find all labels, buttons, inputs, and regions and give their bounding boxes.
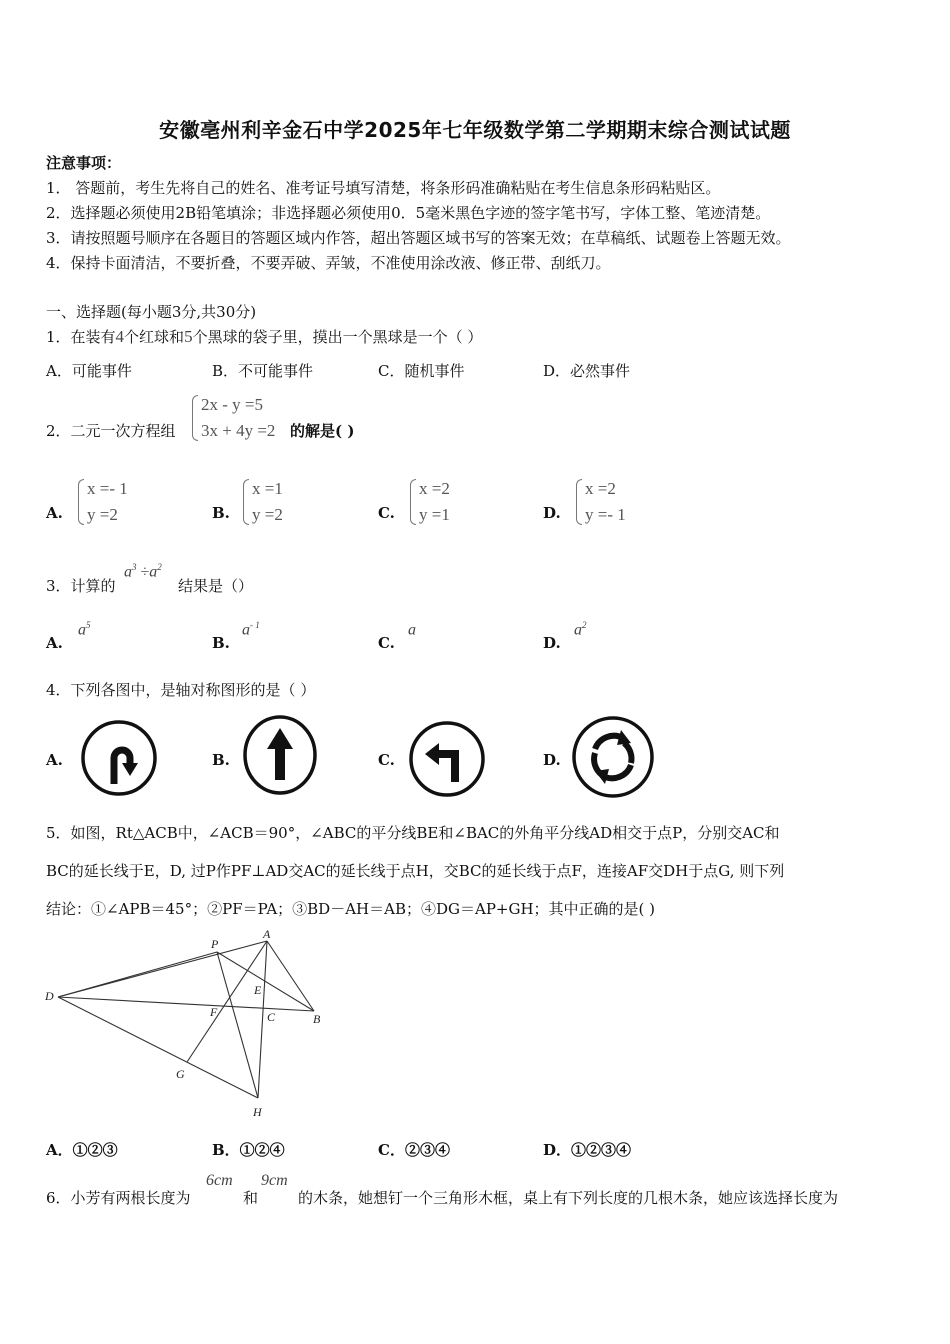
q2-eq1: 2x - y =5 (201, 395, 263, 414)
q3-pre: 3．计算的 (46, 577, 116, 595)
roundabout-sign-icon (571, 713, 655, 801)
left-turn-sign-icon (407, 718, 487, 800)
q1-number-red: 4 (115, 327, 125, 346)
note-item-2: 2．选择题必须使用2B铅笔填涂；非选择题必须使用0．5毫米黑色字迹的签字笔书写，字体工整、笔迹清楚。 (46, 204, 771, 222)
section-heading: 一、选择题(每小题3分,共30分) (46, 303, 257, 321)
q4-letter-d: D. (543, 751, 561, 769)
q4-letter-b: B. (212, 751, 230, 769)
q2-letter-b: B. (212, 504, 230, 522)
q3-letter-a: A. (46, 634, 63, 652)
q3-expr-b: a (149, 563, 158, 581)
q6-post: 的木条，她想钉一个三角形木框，桌上有下列长度的几根木条，她应该选择长度为 (298, 1189, 839, 1207)
q2-letter-a: A. (46, 504, 63, 522)
q2-pre: 2．二元一次方程组 (46, 422, 176, 440)
q3-expr-exp2: 2 (157, 562, 162, 572)
q2-b-y: y =2 (252, 505, 283, 524)
q2-letter-c: C. (378, 504, 395, 522)
geometry-figure (40, 928, 340, 1124)
q1-mid: 个红球和 (124, 328, 185, 346)
q2-letter-d: D. (543, 504, 561, 522)
q1-post: 个黑球的袋子里，摸出一个黑球是一个（ ） (192, 328, 483, 346)
q3-c-base: a (408, 621, 416, 639)
label-f: F (210, 1005, 218, 1019)
q2-option-a (78, 476, 128, 528)
q6-mid: 和 (243, 1189, 259, 1207)
q2-a-x: x =- 1 (87, 479, 128, 498)
q5-option-c: C．②③④ (378, 1141, 450, 1159)
q3-d-exp: 2 (582, 620, 587, 630)
label-b: B (313, 1012, 321, 1026)
label-e: E (254, 983, 262, 997)
u-turn-sign-icon (80, 718, 160, 800)
note-item-4: 4．保持卡面清洁，不要折叠，不要弄破、弄皱，不准使用涂改液、修正带、刮纸刀。 (46, 254, 611, 272)
q2-c-x: x =2 (419, 479, 450, 498)
q1-option-d: D．必然事件 (543, 362, 631, 380)
q4-letter-a: A. (46, 751, 63, 769)
label-p: P (211, 937, 219, 951)
q3-a-exp: 5 (86, 620, 91, 630)
q1-option-a: A．可能事件 (46, 362, 132, 380)
q2-b-x: x =1 (252, 479, 283, 498)
q5-line-3: 结论：①∠APB＝45°；②PF＝PA；③BD－AH＝AB；④DG＝AP+GH；其中正确的是( ) (46, 900, 656, 918)
q4-letter-c: C. (378, 751, 395, 769)
q1-option-b: B．不可能事件 (212, 362, 314, 380)
q2-equation-system (192, 392, 275, 444)
q2-option-b (243, 476, 283, 528)
q5-option-d: D．①②③④ (543, 1141, 632, 1159)
q3-a-base: a (78, 621, 86, 639)
q3-expr-div: ÷ (140, 563, 150, 581)
label-d: D (45, 989, 54, 1003)
q3-letter-c: C. (378, 634, 395, 652)
q5-option-a: A．①②③ (46, 1141, 118, 1159)
q5-line-1: 5．如图，Rt△ACB中，∠ACB＝90°，∠ABC的平分线BE和∠BAC的外角平分线AD相交于点P，分别交AC和 (46, 824, 780, 842)
q2-a-y: y =2 (87, 505, 118, 524)
note-item-1: 1． 答题前，考生先将自己的姓名、准考证号填写清楚，将条形码准确粘贴在考生信息条形码粘贴区。 (46, 179, 721, 197)
q2-post: 的解是( ) (290, 422, 355, 440)
q2-d-x: x =2 (585, 479, 616, 498)
note-item-3: 3．请按照题号顺序在各题目的答题区域内作答，超出答题区域书写的答案无效；在草稿纸、试题卷上答题无效。 (46, 229, 791, 247)
label-c: C (267, 1010, 276, 1024)
q3-b-exp: - 1 (250, 620, 260, 630)
label-g: G (176, 1067, 185, 1081)
question-1-stem (46, 326, 482, 347)
q3-post: 结果是（） (178, 577, 254, 595)
up-arrow-sign-icon (242, 714, 320, 798)
q2-eq2: 3x + 4y =2 (201, 421, 276, 440)
q3-option-b (242, 620, 260, 639)
q2-option-d (576, 476, 626, 528)
q6-length-1: 6cm (206, 1172, 233, 1189)
q3-expr-exp1: 3 (132, 562, 137, 572)
q1-pre: 1．在装有 (46, 328, 116, 346)
q3-expression (124, 562, 162, 581)
q3-option-a (78, 620, 91, 639)
q3-b-base: a (242, 621, 250, 639)
q2-option-c (410, 476, 450, 528)
q1-option-c: C．随机事件 (378, 362, 465, 380)
page-title: 安徽亳州利辛金石中学2025年七年级数学第二学期期末综合测试试题 (159, 118, 791, 142)
q3-d-base: a (574, 621, 582, 639)
label-a: A (263, 928, 271, 941)
q2-d-y: y =- 1 (585, 505, 626, 524)
q3-option-c (408, 620, 416, 639)
q5-line-2: BC的延长线于E，D, 过P作PF⊥AD交AC的延长线于点H，交BC的延长线于点F，连接AF交DH于点G, 则下列 (46, 862, 785, 880)
q4-stem: 4．下列各图中，是轴对称图形的是（ ） (46, 681, 316, 699)
q3-expr-a: a (124, 563, 132, 581)
q1-number-black: 5 (184, 327, 193, 346)
label-h: H (253, 1105, 262, 1119)
q6-length-2: 9cm (261, 1172, 288, 1189)
q5-option-b: B．①②④ (212, 1141, 285, 1159)
notes-heading: 注意事项： (46, 154, 122, 172)
q3-option-d (574, 620, 587, 639)
q2-c-y: y =1 (419, 505, 450, 524)
q3-letter-d: D. (543, 634, 561, 652)
q6-pre: 6．小芳有两根长度为 (46, 1189, 191, 1207)
q3-letter-b: B. (212, 634, 230, 652)
